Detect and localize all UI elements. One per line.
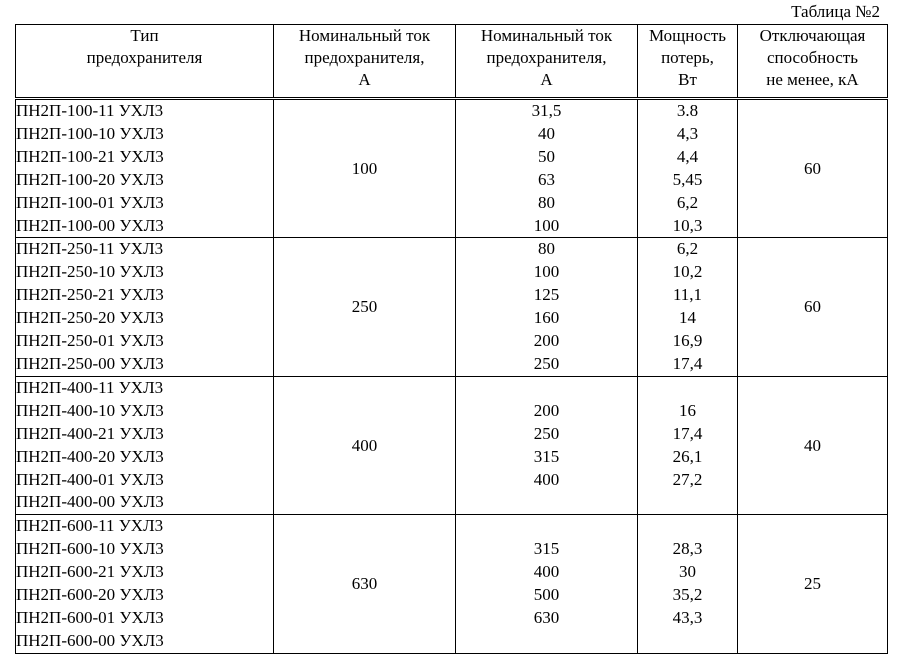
link-current-cell [456, 376, 638, 514]
power-loss-value: 6,2 [676, 192, 699, 212]
header-line: предохранителя, [486, 48, 607, 67]
header-line: Номинальный ток [298, 26, 431, 45]
link-current-cell [456, 515, 638, 653]
type-value: ПН2П-400-00 УХЛ3 [16, 492, 164, 512]
type-value: ПН2П-250-20 УХЛ3 [16, 308, 164, 328]
power-loss-value: 16 [679, 400, 696, 420]
type-value: ПН2П-100-10 УХЛ3 [16, 123, 164, 143]
header-fuse-current [274, 25, 456, 99]
power-loss-value: 6,2 [676, 239, 699, 259]
type-value: ПН2П-250-21 УХЛ3 [16, 285, 164, 305]
power-loss-cell [638, 238, 738, 376]
link-current-value: 200 [533, 400, 560, 420]
link-current-value: 200 [533, 331, 560, 351]
type-value: ПН2П-600-20 УХЛ3 [16, 585, 164, 605]
type-cell [16, 376, 274, 514]
link-current-value: 315 [533, 539, 560, 559]
type-value: ПН2П-100-20 УХЛ3 [16, 169, 164, 189]
power-loss-cell [638, 376, 738, 514]
link-current-value: 100 [533, 262, 560, 282]
breaking-capacity-cell: 60 [738, 238, 888, 376]
link-current-value: 630 [533, 607, 560, 627]
header-line: Тип [130, 26, 159, 45]
type-cell [16, 99, 274, 238]
power-loss-cell [638, 99, 738, 238]
power-loss-value: 10,2 [672, 262, 703, 282]
link-current-value: 400 [533, 469, 560, 489]
header-line: Отключающая [759, 26, 866, 45]
header-line: предохранителя, [304, 48, 425, 67]
table-row [16, 238, 888, 376]
link-current-value: 50 [538, 146, 555, 166]
type-value: ПН2П-400-20 УХЛ3 [16, 446, 164, 466]
type-value: ПН2П-100-01 УХЛ3 [16, 192, 164, 212]
power-loss-value: 28,3 [672, 539, 703, 559]
link-current-value: 125 [533, 285, 560, 305]
type-value: ПН2П-400-11 УХЛ3 [16, 377, 164, 397]
header-row [16, 25, 888, 99]
link-current-value: 100 [533, 215, 560, 235]
header-line: способность [766, 48, 858, 67]
type-value: ПН2П-100-00 УХЛ3 [16, 215, 164, 235]
header-line: потерь, [661, 48, 714, 67]
type-value: ПН2П-600-00 УХЛ3 [16, 630, 164, 650]
power-loss-value: 43,3 [672, 607, 703, 627]
power-loss-value: 35,2 [672, 585, 703, 605]
power-loss-value: 26,1 [672, 446, 703, 466]
power-loss-cell [638, 515, 738, 653]
type-value: ПН2П-400-21 УХЛ3 [16, 423, 164, 443]
type-value: ПН2П-250-00 УХЛ3 [16, 353, 164, 373]
fuse-current-cell: 250 [274, 238, 456, 376]
header-line: не менее, кА [766, 70, 859, 89]
link-current-value: 250 [533, 423, 560, 443]
fuse-current-cell: 400 [274, 376, 456, 514]
power-loss-value: 5,45 [672, 169, 703, 189]
power-loss-value: 17,4 [672, 423, 703, 443]
type-value: ПН2П-100-21 УХЛ3 [16, 146, 164, 166]
link-current-value: 63 [538, 169, 555, 189]
link-current-value: 315 [533, 446, 560, 466]
table-caption: Таблица №2 [791, 2, 880, 21]
power-loss-value: 17,4 [672, 353, 703, 373]
link-current-value: 80 [538, 192, 555, 212]
header-line: Вт [678, 70, 697, 89]
fuse-table [15, 24, 888, 654]
breaking-capacity-cell: 40 [738, 376, 888, 514]
header-line: предохранителя [86, 48, 203, 67]
type-value: ПН2П-600-11 УХЛ3 [16, 516, 164, 536]
power-loss-value: 30 [679, 562, 696, 582]
header-line: А [540, 70, 553, 89]
power-loss-value: 14 [679, 308, 696, 328]
link-current-value: 40 [538, 123, 555, 143]
type-value: ПН2П-600-21 УХЛ3 [16, 562, 164, 582]
type-cell [16, 238, 274, 376]
header-breaking-capacity [738, 25, 888, 99]
header-line: Мощность [648, 26, 727, 45]
power-loss-value: 3.8 [676, 101, 699, 120]
power-loss-value: 4,3 [676, 123, 699, 143]
table-row [16, 99, 888, 238]
power-loss-value: 11,1 [672, 285, 703, 305]
breaking-capacity-cell: 25 [738, 515, 888, 653]
link-current-value: 31,5 [531, 101, 562, 120]
power-loss-value: 27,2 [672, 469, 703, 489]
type-value: ПН2П-250-01 УХЛ3 [16, 331, 164, 351]
link-current-cell [456, 238, 638, 376]
fuse-current-cell: 630 [274, 515, 456, 653]
breaking-capacity-cell: 60 [738, 99, 888, 238]
type-value: ПН2П-600-10 УХЛ3 [16, 539, 164, 559]
link-current-value: 80 [538, 239, 555, 259]
type-cell [16, 515, 274, 653]
power-loss-value: 4,4 [676, 146, 699, 166]
power-loss-value: 16,9 [672, 331, 703, 351]
header-link-current [456, 25, 638, 99]
header-line: Номинальный ток [480, 26, 613, 45]
link-current-value: 160 [533, 308, 560, 328]
type-value: ПН2П-100-11 УХЛ3 [16, 101, 164, 120]
link-current-value: 400 [533, 562, 560, 582]
table-row [16, 376, 888, 514]
fuse-current-cell: 100 [274, 99, 456, 238]
header-line: А [358, 70, 371, 89]
header-power-loss [638, 25, 738, 99]
link-current-value: 250 [533, 353, 560, 373]
link-current-value: 500 [533, 585, 560, 605]
type-value: ПН2П-250-10 УХЛ3 [16, 262, 164, 282]
table-row [16, 515, 888, 653]
type-value: ПН2П-400-01 УХЛ3 [16, 469, 164, 489]
header-type [16, 25, 274, 99]
type-value: ПН2П-400-10 УХЛ3 [16, 400, 164, 420]
type-value: ПН2П-600-01 УХЛ3 [16, 607, 164, 627]
type-value: ПН2П-250-11 УХЛ3 [16, 239, 164, 259]
power-loss-value: 10,3 [672, 215, 703, 235]
link-current-cell [456, 99, 638, 238]
